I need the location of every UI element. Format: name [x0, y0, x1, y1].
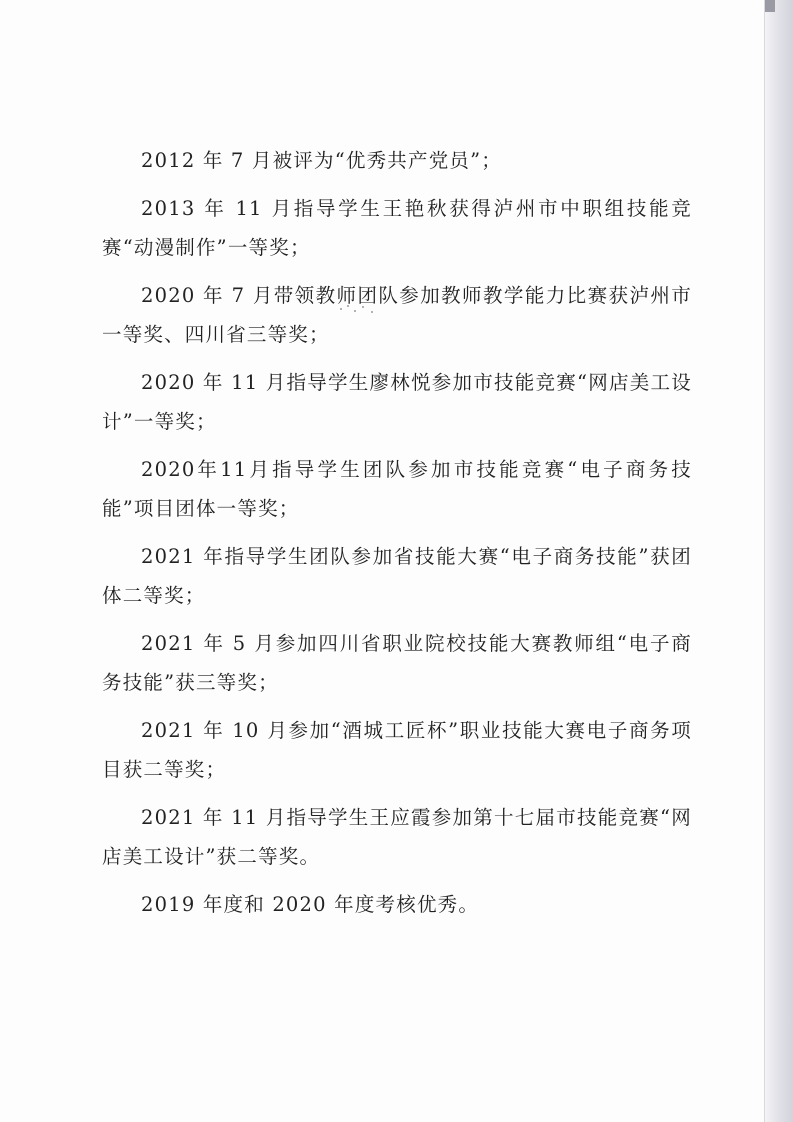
scan-page-edge: [764, 0, 793, 1122]
paragraph-award-2020-nov-team: 2020年11月指导学生团队参加市技能竞赛“电子商务技能”项目团体一等奖；: [102, 458, 692, 520]
paragraph-award-2021-oct: 2021 年 10 月参加“酒城工匠杯”职业技能大赛电子商务项目获二等奖；: [102, 719, 692, 781]
paragraph-award-2020-jul: 2020 年 7 月带领教师团队参加教师教学能力比赛获泸州市一等奖、四川省三等奖；: [102, 284, 692, 346]
paragraph-award-2012: 2012 年 7 月被评为“优秀共产党员”；: [141, 149, 502, 172]
paragraph-assessment-2019-2020: 2019 年度和 2020 年度考核优秀。: [141, 893, 480, 916]
paragraph-award-2021-may: 2021 年 5 月参加四川省职业院校技能大赛教师组“电子商务技能”获三等奖；: [102, 632, 692, 694]
paragraph-award-2020-nov-individual: 2020 年 11 月指导学生廖林悦参加市技能竞赛“网店美工设计”一等奖；: [102, 371, 692, 433]
paragraph-award-2013: 2013 年 11 月指导学生王艳秋获得泸州市中职组技能竞赛“动漫制作”一等奖；: [102, 197, 692, 259]
paragraph-award-2021-nov: 2021 年 11 月指导学生王应霞参加第十七届市技能竞赛“网店美工设计”获二等奖。: [102, 806, 692, 868]
scan-corner-mark: [765, 0, 775, 12]
paragraph-award-2021-team: 2021 年指导学生团队参加省技能大赛“电子商务技能”获团体二等奖；: [102, 545, 692, 607]
document-body: [102, 141, 692, 933]
